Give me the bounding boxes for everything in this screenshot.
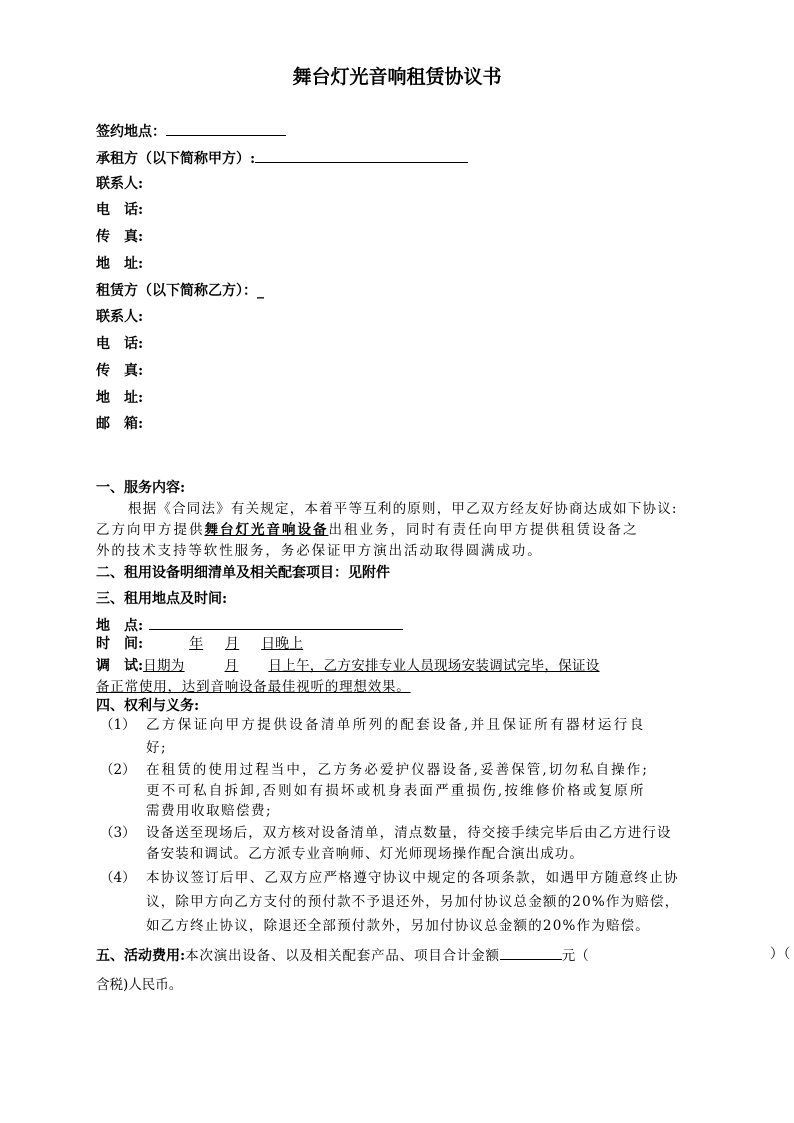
section1-line2-post: 出租业务，同时有责任向甲方提供租赁设备之 [328, 522, 639, 538]
section3-heading: 三、租用地点及时间: [96, 591, 228, 607]
lessor-label: 租赁方（以下简称乙方）：_ [96, 283, 264, 299]
section5-text-c: ）（ [770, 946, 791, 962]
item2-num: （2） [100, 762, 136, 778]
lessee-fax-label: 传 真: [96, 229, 144, 245]
section1-line2 [96, 520, 639, 540]
item4-line1: 本协议签订后甲、乙双方应严格遵守协议中规定的各项条款，如遇甲方随意终止协 [146, 870, 679, 886]
lessee-phone-label: 电 话: [96, 202, 144, 218]
time-value[interactable] [149, 636, 375, 652]
debug-field [96, 656, 600, 676]
debug-date-label: 日期为 [143, 658, 185, 674]
lessee-field [96, 147, 468, 169]
item2-line1: 在租赁的使用过程当中，乙方务必爱护仪器设备,妥善保管,切勿私自操作; [146, 762, 650, 778]
debug-desc: 日上午，乙方安排专业人员现场安装调试完毕，保证设 [268, 658, 600, 674]
lessee-contact-label: 联系人: [96, 176, 144, 192]
section2-heading: 二、租用设备明细清单及相关配套项目：见附件 [96, 565, 390, 581]
lessee-address-label: 地 址: [96, 256, 144, 272]
section5-line2: 含税)人民币。 [96, 977, 183, 993]
sign-place-blank[interactable] [166, 120, 286, 136]
time-label: 时 间: [96, 636, 144, 652]
lessor-email-label: 邮 箱: [96, 416, 144, 432]
item4-line2: 议，除甲方向乙方支付的预付款不予退还外，另加付协议总金额的20%作为赔偿， [146, 894, 680, 910]
item3-line2: 备安装和调试。乙方派专业音响师、灯光师现场操作配合演出成功。 [146, 846, 584, 862]
lessor-contact-label: 联系人: [96, 309, 144, 325]
item1-num: （1） [100, 717, 136, 733]
place-label: 地 点: [96, 618, 144, 634]
section5-line1 [96, 944, 794, 966]
page-title: 舞台灯光音响租赁协议书 [292, 66, 502, 88]
lessor-address-label: 地 址: [96, 390, 144, 406]
debug-line2: 备正常使用，达到音响设备最佳视听的理想效果。 [96, 679, 411, 695]
section1-line2-pre: 乙方向甲方提供 [96, 522, 205, 538]
place-blank[interactable] [149, 614, 403, 630]
place-field [96, 614, 403, 636]
item1-line1: 乙方保证向甲方提供设备清单所列的配套设备,并且保证所有器材运行良 [146, 717, 646, 733]
section4-heading: 四、权利与义务: [96, 698, 200, 714]
time-year: 年 [189, 636, 204, 652]
time-month: 月 [225, 636, 240, 652]
section1-line1: 根据《合同法》有关规定，本着平等互利的原则，甲乙双方经友好协商达成如下协议: [128, 501, 678, 517]
item3-line1: 设备送至现场后，双方核对设备清单，清点数量，待交接手续完毕后由乙方进行设 [146, 825, 672, 841]
lessee-label: 承租方（以下简称甲方）: [96, 151, 256, 167]
debug-line1 [143, 658, 599, 674]
item4-line3: 如乙方终止协议，除退还全部预付款外，另加付协议总金额的20%作为赔偿。 [146, 918, 651, 934]
lessee-blank[interactable] [255, 147, 468, 163]
time-field [96, 634, 375, 654]
lessor-phone-label: 电 话: [96, 336, 144, 352]
item3-num: （3） [100, 825, 136, 841]
amount-blank[interactable] [500, 944, 562, 960]
section5-text-b: 元（ [561, 948, 589, 964]
section1-line3: 外的技术支持等软性服务，务必保证甲方演出活动取得圆满成功。 [96, 543, 543, 559]
time-day: 日晚上 [261, 636, 304, 652]
sign-place-field [96, 120, 286, 142]
item2-line2: 更不可私自拆卸,否则如有损坏或机身表面严重损伤,按维修价格或复原所 [146, 783, 646, 799]
lessor-fax-label: 传 真: [96, 363, 144, 379]
sign-place-label: 签约地点： [96, 124, 166, 140]
item2-line3: 需费用收取赔偿费; [146, 803, 273, 819]
section5-heading: 五、活动费用: [96, 948, 186, 964]
section1-line2-emph: 舞台灯光音响设备 [204, 522, 329, 538]
item1-line2: 好; [146, 740, 168, 756]
item4-num: （4） [100, 870, 136, 886]
debug-label: 调 试: [96, 658, 144, 674]
section1-heading: 一、服务内容: [96, 480, 186, 496]
debug-month: 月 [224, 658, 239, 674]
section5-text-a: 本次演出设备、以及相关配套产品、项目合计金额 [185, 948, 500, 964]
